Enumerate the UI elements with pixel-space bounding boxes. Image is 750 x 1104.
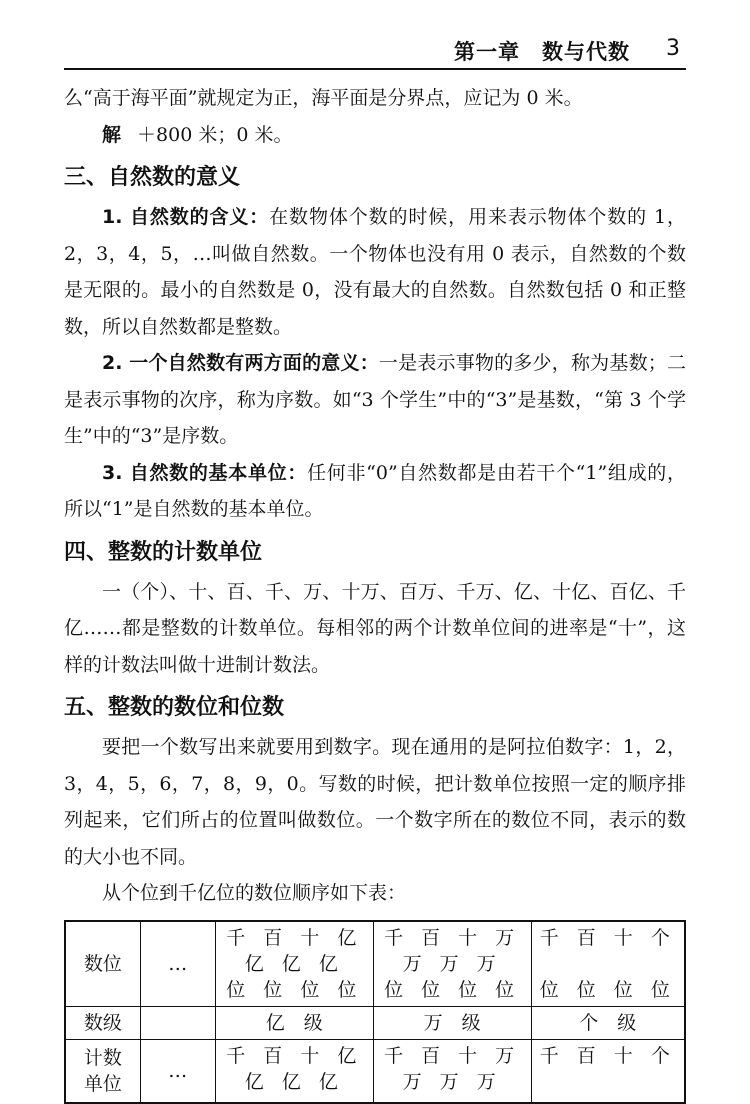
solution-line xyxy=(64,117,686,154)
chapter-title: 第一章 数与代数 xyxy=(454,40,630,64)
definition-text: 在数物体个数的时候，用来表示物体个数的 1，2，3，4，5，…叫做自然数。一个物体也没有用 0 表示，自然数的个数是无限的。最小的自然数是 0，没有最大的自然数。自然数包括 0 和正整数，所以自然数都是整数。 xyxy=(64,206,686,338)
place-values-paragraph: 要把一个数写出来就要用到数字。现在通用的是阿拉伯数字：1，2，3，4，5，6，7，8，9，0。写数的时候，把计数单位按照一定的顺序排列起来，它们所占的位置叫做数位。一个数字所在的数位不同，表示的数的大小也不同。 xyxy=(64,736,686,868)
solution-label: 解 xyxy=(102,123,122,146)
row-label-level: 数级 xyxy=(65,1006,140,1039)
intro-continuation: 么“高于海平面”就规定为正，海平面是分界点，应记为 0 米。 xyxy=(64,87,583,109)
page-body xyxy=(64,80,686,1104)
row-label-units-line1: 计数 xyxy=(83,1046,122,1069)
unit-label: 3. 自然数的基本单位： xyxy=(102,461,308,484)
row-label-units xyxy=(65,1039,140,1103)
meanings-label: 2. 一个自然数有两方面的意义： xyxy=(102,352,379,374)
section-heading-place-values: 五、整数的数位和位数 xyxy=(64,695,285,720)
yi-places-cell: 千 百 十 亿 亿 亿 亿 位 位 位 位 xyxy=(215,921,373,1007)
section-heading-counting-units: 四、整数的计数单位 xyxy=(64,539,263,565)
yi-units-cell: 千 百 十 亿 亿 亿 亿 xyxy=(215,1039,373,1103)
unit-text: 任何非“0”自然数都是由若干个“1”组成的，所以“1”是自然数的基本单位。 xyxy=(64,461,686,520)
ellipsis-cell: … xyxy=(140,921,215,1007)
meanings-text: 一是表示事物的多少，称为基数；二是表示事物的次序，称为序数。如“3 个学生”中的“3”是基数，“第 3 个学生”中的“3”是序数。 xyxy=(64,352,686,447)
table-row xyxy=(65,1006,685,1039)
empty-cell xyxy=(140,1006,215,1039)
wan-units-cell: 千 百 十 万 万 万 万 xyxy=(373,1039,531,1103)
page-number: 3 xyxy=(666,36,680,61)
counting-units-paragraph: 一（个）、十、百、千、万、十万、百万、千万、亿、十亿、百亿、千亿……都是整数的计数单位。每相邻的两个计数单位间的进率是“十”，这样的计数法叫做十进制计数法。 xyxy=(64,580,686,676)
wan-level-cell: 万 级 xyxy=(373,1006,531,1039)
natural-number-meanings xyxy=(64,345,686,455)
solution-text: ＋800 米；0 米。 xyxy=(137,123,293,146)
natural-number-definition xyxy=(64,199,686,345)
table-row xyxy=(65,1039,685,1103)
ge-places-cell: 千 百 十 个 位 位 位 位 xyxy=(531,921,685,1007)
ge-level-cell: 个 级 xyxy=(531,1006,685,1039)
ge-units-cell: 千 百 十 个 xyxy=(531,1039,685,1103)
row-label-units-line2: 单位 xyxy=(83,1072,122,1095)
wan-places-cell: 千 百 十 万 万 万 万 位 位 位 位 xyxy=(373,921,531,1007)
place-value-table xyxy=(64,920,686,1104)
natural-number-unit xyxy=(64,455,686,528)
row-label-place: 数位 xyxy=(65,921,140,1007)
table-row xyxy=(65,921,685,1007)
table-intro: 从个位到千亿位的数位顺序如下表： xyxy=(102,882,407,904)
page-header xyxy=(64,30,686,70)
ellipsis-cell: … xyxy=(140,1039,215,1103)
section-heading-natural-numbers: 三、自然数的意义 xyxy=(64,165,241,190)
definition-label: 1. 自然数的含义： xyxy=(102,206,270,228)
yi-level-cell: 亿 级 xyxy=(215,1006,373,1039)
